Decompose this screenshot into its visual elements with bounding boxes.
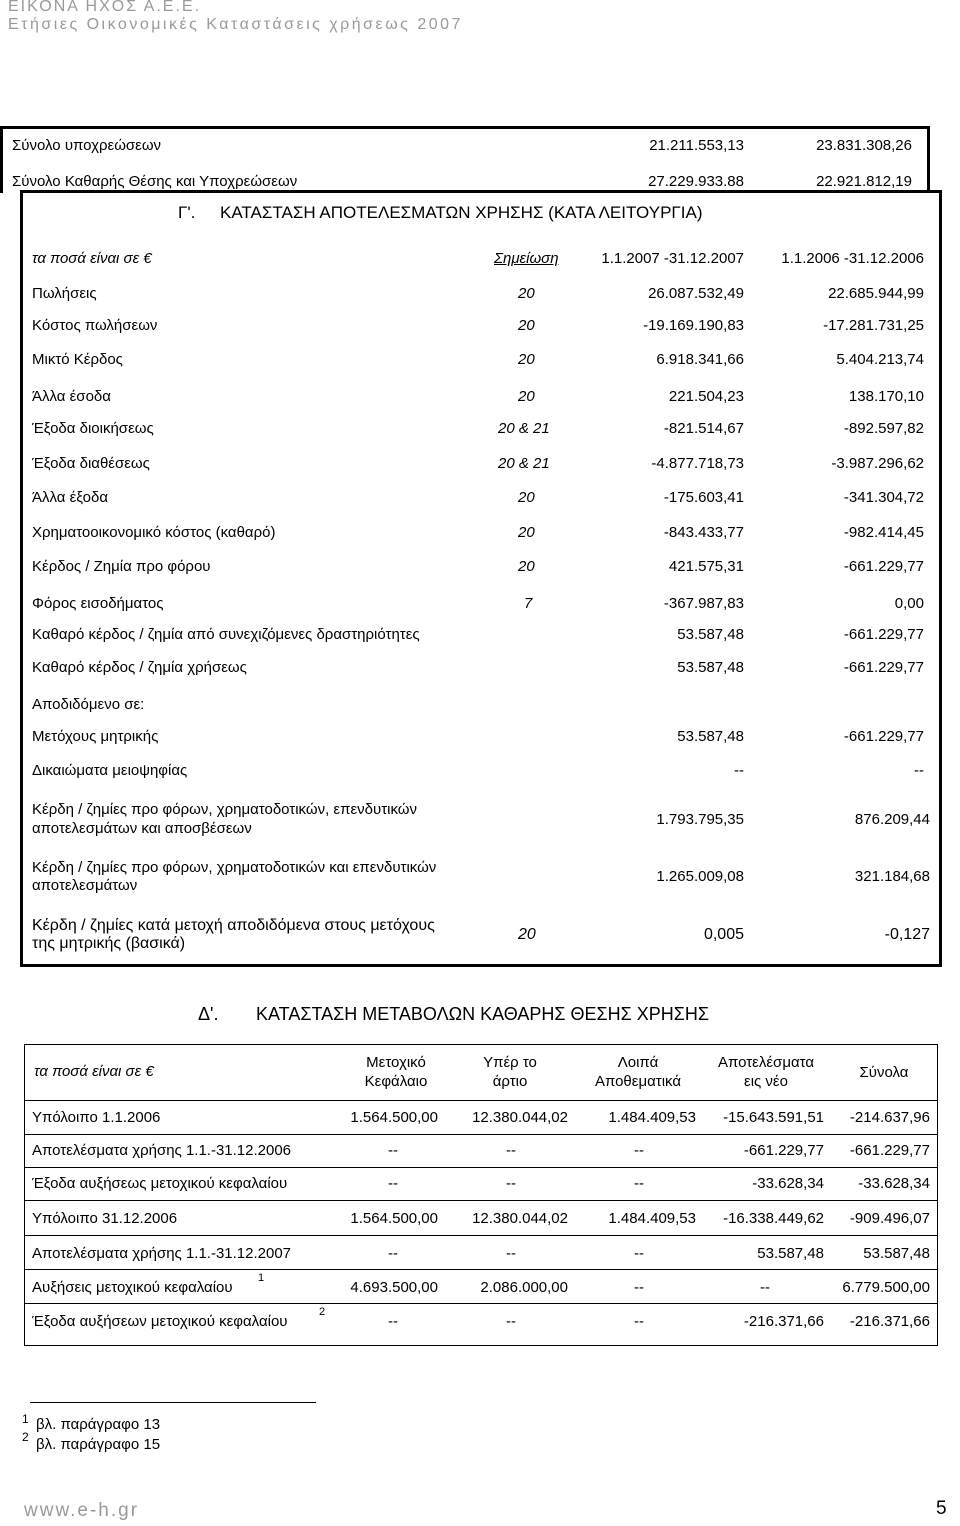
col-header-other-reserves-1: Λοιπά [617,1054,659,1071]
col-header-share-premium-1: Υπέρ το [483,1054,537,1071]
row-label: Υπόλοιπο 1.1.2006 [32,1109,161,1126]
row-label: Έξοδα αυξήσεων μετοχικού κεφαλαίου [32,1313,288,1330]
cell-other-reserves: -- [634,1279,644,1296]
row-value-2007: 421.575,31 [668,558,744,575]
row-label: Έξοδα διοικήσεως [32,420,154,437]
income-section-title: ΚΑΤΑΣΤΑΣΗ ΑΠΟΤΕΛΕΣΜΑΤΩΝ ΧΡΗΣΗΣ (ΚΑΤΑ ΛΕΙΤΟΥΡΓΙΑ) [220,203,703,222]
period-2007-header: 1.1.2007 -31.12.2007 [601,250,744,267]
row-value-2006: 22.685.944,99 [828,285,924,302]
footnote-text-2: βλ. παράγραφο 15 [36,1436,161,1453]
row-note: 20 [518,388,535,405]
website-link[interactable]: www.e-h.gr [24,1500,140,1521]
row-value-2007: 1.793.795,35 [656,811,744,828]
row-label: Άλλα έξοδα [32,489,108,506]
row-label-line1: Κέρδη / ζημίες προ φόρων, χρηματοδοτικών και επενδυτικών [32,859,437,876]
row-value-2007: -175.603,41 [663,489,744,506]
col-header-share-capital-1: Μετοχικό [366,1054,426,1071]
cell-share-premium: -- [506,1245,516,1262]
footnote-separator [30,1402,316,1403]
row-note: 7 [524,595,533,612]
row-value-2007: 53.587,48 [677,728,744,745]
row-label: Κόστος πωλήσεων [32,317,158,334]
row-value-2007: -- [734,762,744,779]
row-value-2007: 1.265.009,08 [656,868,744,885]
cell-retained-earnings: -15.643.591,51 [723,1109,824,1126]
income-section-letter: Γ'. [178,203,196,222]
total-equity-liabilities-label: Σύνολο Καθαρής Θέσης και Υποχρεώσεων [12,173,298,190]
row-value-2006: -661.229,77 [843,626,924,643]
cell-total: 53.587,48 [863,1245,930,1262]
row-note: 20 [518,317,535,334]
footnote-ref-1: 1 [258,1272,265,1284]
row-value-2006: -- [914,762,924,779]
cell-retained-earnings: -33.628,34 [752,1175,824,1192]
row-value-2007: 221.504,23 [668,388,744,405]
cell-other-reserves: 1.484.409,53 [608,1109,696,1126]
row-value-2006: -0,127 [884,926,930,943]
equity-divider [24,1134,938,1135]
row-label: Φόρος εισοδήματος [32,595,164,612]
row-value-2007: -821.514,67 [663,420,744,437]
equity-divider [24,1235,938,1236]
row-label: Αποτελέσματα χρήσης 1.1.-31.12.2007 [32,1245,292,1262]
row-value-2007: -4.877.718,73 [651,455,744,472]
equity-divider [24,1200,938,1201]
equity-divider [24,1100,938,1101]
row-value-2007: -367.987,83 [663,595,744,612]
footnote-ref-2: 2 [319,1306,326,1318]
row-value-2007: 0,005 [703,926,744,943]
row-label-line2: αποτελεσμάτων και αποσβέσεων [32,820,252,837]
row-label: Έξοδα αυξήσεως μετοχικού κεφαλαίου [32,1175,288,1192]
row-value-2006: 5.404.213,74 [836,351,924,368]
row-label: Έξοδα διαθέσεως [32,455,150,472]
row-value-2006: 0,00 [894,595,924,612]
cell-share-capital: -- [388,1175,398,1192]
row-label: Μικτό Κέρδος [32,351,123,368]
cell-share-capital: -- [388,1313,398,1330]
row-note: 20 [518,285,535,302]
row-label: Υπόλοιπο 31.12.2006 [32,1210,178,1227]
cell-other-reserves: -- [634,1175,644,1192]
row-value-2006: -661.229,77 [843,728,924,745]
cell-total: -33.628,34 [858,1175,930,1192]
equity-divider [24,1167,938,1168]
company-name: ΕΙΚΟΝΑ ΗΧΟΣ Α.Ε.Ε. [8,0,202,15]
cell-share-capital: 1.564.500,00 [350,1109,438,1126]
equity-section-title: ΚΑΤΑΣΤΑΣΗ ΜΕΤΑΒΟΛΩΝ ΚΑΘΑΡΗΣ ΘΕΣΗΣ ΧΡΗΣΗΣ [256,1004,710,1024]
row-label: Καθαρό κέρδος / ζημία χρήσεως [32,659,247,676]
cell-share-premium: -- [506,1175,516,1192]
row-label: Καθαρό κέρδος / ζημία από συνεχιζόμενες δραστηριότητες [32,626,420,643]
row-label: Πωλήσεις [32,285,97,302]
cell-retained-earnings: 53.587,48 [757,1245,824,1262]
row-label: Χρηματοοικονομικό κόστος (καθαρό) [32,524,276,541]
cell-other-reserves: -- [634,1313,644,1330]
equity-divider [24,1303,938,1304]
cell-share-capital: -- [388,1245,398,1262]
row-value-2006: -341.304,72 [843,489,924,506]
cell-total: -909.496,07 [849,1210,930,1227]
cell-retained-earnings: -661.229,77 [743,1142,824,1159]
cell-total: -214.637,96 [849,1109,930,1126]
col-header-share-premium-2: άρτιο [492,1073,528,1090]
row-note: 20 & 21 [498,420,550,437]
total-liabilities-label: Σύνολο υποχρεώσεων [12,137,162,154]
row-value-2006: 321.184,68 [854,868,930,885]
income-currency-note: τα ποσά είναι σε € [32,250,152,267]
row-label: Άλλα έσοδα [32,388,111,405]
row-label-line2: της μητρικής (βασικά) [32,935,186,952]
row-value-2007: 53.587,48 [677,659,744,676]
equity-currency-note: τα ποσά είναι σε € [34,1063,154,1080]
equity-divider [24,1269,938,1270]
row-value-2006: -892.597,82 [843,420,924,437]
row-label: Αποτελέσματα χρήσης 1.1.-31.12.2006 [32,1142,292,1159]
report-subtitle: Ετήσιες Οικονομικές Καταστάσεις χρήσεως 2007 [8,16,463,33]
total-liabilities-2006: 23.831.308,26 [816,137,912,154]
cell-other-reserves: 1.484.409,53 [608,1210,696,1227]
note-column-header: Σημείωση [494,250,559,267]
row-note: 20 [518,926,536,943]
total-equity-liabilities-2006: 22.921.812,19 [816,173,912,190]
row-label-line1: Κέρδη / ζημίες κατά μετοχή αποδιδόμενα στους μετόχους [32,917,435,934]
cell-retained-earnings: -16.338.449,62 [723,1210,824,1227]
row-note: 20 [518,351,535,368]
cell-share-premium: -- [506,1313,516,1330]
row-value-2006: 138.170,10 [848,388,924,405]
row-label-line1: Κέρδη / ζημίες προ φόρων, χρηματοδοτικών, επενδυτικών [32,801,417,818]
row-value-2007: 26.087.532,49 [648,285,744,302]
row-note: 20 [518,558,535,575]
row-value-2006: -982.414,45 [843,524,924,541]
cell-other-reserves: -- [634,1245,644,1262]
row-value-2006: -3.987.296,62 [831,455,924,472]
row-value-2006: 876.209,44 [854,811,930,828]
row-value-2007: -19.169.190,83 [643,317,744,334]
page-number: 5 [936,1498,947,1519]
row-label-line2: αποτελεσμάτων [32,877,138,894]
cell-retained-earnings: -- [760,1279,770,1296]
cell-share-capital: 4.693.500,00 [350,1279,438,1296]
row-note: 20 [518,524,535,541]
cell-other-reserves: -- [634,1142,644,1159]
col-header-totals: Σύνολα [859,1064,909,1081]
cell-share-capital: 1.564.500,00 [350,1210,438,1227]
total-equity-liabilities-2007: 27.229.933.88 [648,173,744,190]
cell-share-premium: 2.086.000,00 [480,1279,568,1296]
row-label: Κέρδος / Ζημία προ φόρου [32,558,211,575]
col-header-retained-earnings-2: εις νέο [744,1073,788,1090]
col-header-retained-earnings-1: Αποτελέσματα [717,1054,815,1071]
row-value-2007: -843.433,77 [663,524,744,541]
row-value-2006: -661.229,77 [843,659,924,676]
period-2006-header: 1.1.2006 -31.12.2006 [781,250,924,267]
cell-share-capital: -- [388,1142,398,1159]
row-note: 20 & 21 [498,455,550,472]
row-value-2006: -661.229,77 [843,558,924,575]
col-header-share-capital-2: Κεφάλαιο [364,1073,428,1090]
row-label: Αποδιδόμενο σε: [32,696,145,713]
row-label: Αυξήσεις μετοχικού κεφαλαίου [32,1279,233,1296]
cell-share-premium: 12.380.044,02 [472,1210,568,1227]
footnote-number-2: 2 [22,1430,29,1444]
cell-retained-earnings: -216.371,66 [743,1313,824,1330]
cell-total: 6.779.500,00 [842,1279,930,1296]
cell-share-premium: -- [506,1142,516,1159]
cell-share-premium: 12.380.044,02 [472,1109,568,1126]
footnote-text-1: βλ. παράγραφο 13 [36,1416,161,1433]
row-note: 20 [518,489,535,506]
equity-section-letter: Δ'. [198,1004,219,1024]
row-value-2006: -17.281.731,25 [823,317,924,334]
income-statement-box [20,190,942,967]
col-header-other-reserves-2: Αποθεματικά [594,1073,682,1090]
row-label: Δικαιώματα μειοψηφίας [32,762,188,779]
cell-total: -216.371,66 [849,1313,930,1330]
row-value-2007: 6.918.341,66 [656,351,744,368]
cell-total: -661.229,77 [849,1142,930,1159]
row-label: Μετόχους μητρικής [32,728,159,745]
footnote-number-1: 1 [22,1412,29,1426]
total-liabilities-2007: 21.211.553,13 [649,137,744,154]
row-value-2007: 53.587,48 [677,626,744,643]
